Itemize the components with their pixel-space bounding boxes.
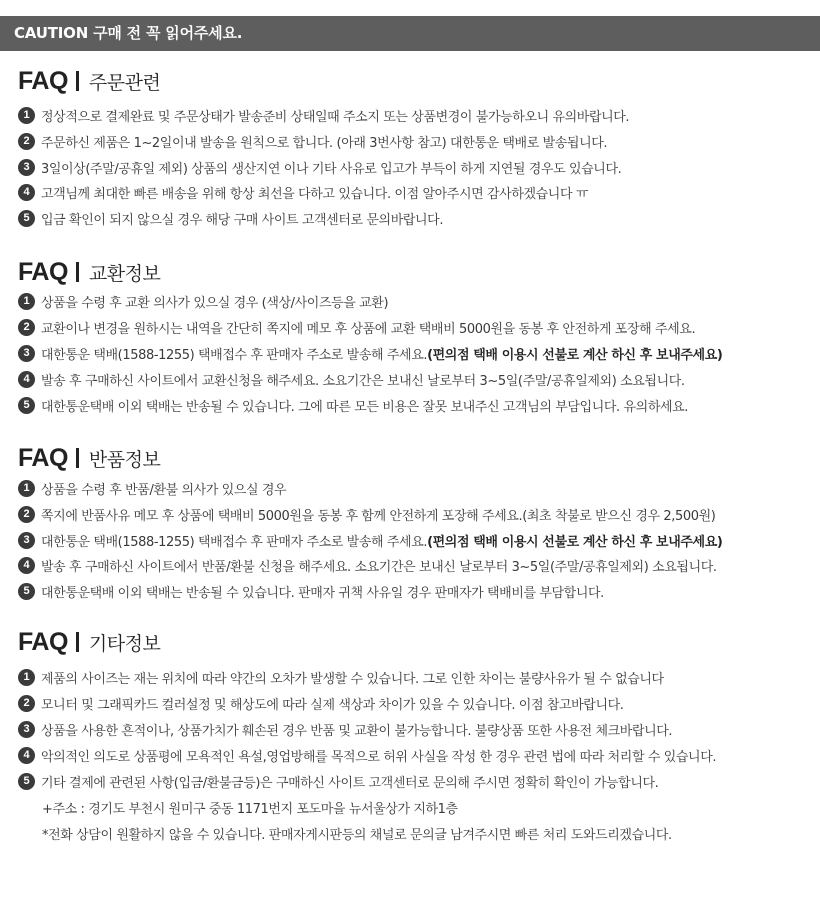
faq-item — [18, 502, 715, 526]
faq-item — [18, 769, 658, 793]
faq-item — [18, 315, 695, 339]
faq-item — [18, 289, 388, 313]
faq-item-text-bold: (편의점 택배 이용시 선불로 계산 하신 후 보내주세요) — [427, 347, 723, 363]
faq-label: FAQ — [18, 443, 68, 472]
number-badge: 3 — [18, 721, 35, 738]
faq-title — [18, 443, 160, 473]
number-badge: 3 — [18, 159, 35, 176]
number-badge: 1 — [18, 480, 35, 497]
faq-item — [18, 129, 607, 153]
faq-item-text-bold: (편의점 택배 이용시 선불로 계산 하신 후 보내주세요) — [427, 534, 723, 550]
faq-item — [18, 367, 685, 391]
faq-item — [18, 665, 664, 689]
number-badge: 1 — [18, 293, 35, 310]
faq-item-text: 상품을 수령 후 반품/환불 의사가 있으실 경우 — [41, 482, 287, 498]
faq-item-text: 정상적으로 결제완료 및 주문상태가 발송준비 상태일때 주소지 또는 상품변경이 불가능하오니 유의바랍니다. — [41, 109, 630, 125]
faq-item — [18, 691, 624, 715]
faq-item-text-main: 대한통운 택배(1588-1255) 택배접수 후 판매자 주소로 발송해 주세요. — [41, 347, 428, 363]
faq-item-text: 고객님께 최대한 빠른 배송을 위해 항상 최선을 다하고 있습니다. 이점 알아주시면 감사하겠습니다 ㅠ — [41, 186, 588, 202]
number-badge: 4 — [18, 184, 35, 201]
number-badge: 2 — [18, 695, 35, 712]
faq-divider — [76, 632, 79, 652]
number-badge: 3 — [18, 345, 35, 362]
faq-item-text: 기타 결제에 관련된 사항(입금/환불금등)은 구매하신 사이트 고객센터로 문의해 주시면 정확히 확인이 가능합니다. — [41, 775, 659, 791]
faq-item — [18, 743, 716, 767]
faq-item-text: 주문하신 제품은 1~2일이내 발송을 원칙으로 합니다. (아래 3번사항 참고) 대한통운 택배로 발송됩니다. — [41, 135, 608, 151]
faq-item — [18, 528, 722, 552]
faq-divider — [76, 448, 79, 468]
faq-item-text: 발송 후 구매하신 사이트에서 교환신청을 해주세요. 소요기간은 보내신 날로부터 3~5일(주말/공휴일제외) 소요됩니다. — [41, 373, 685, 389]
caution-banner: CAUTION 구매 전 꼭 읽어주세요. — [0, 16, 820, 51]
number-badge: 4 — [18, 371, 35, 388]
faq-item-text: 대한통운택배 이외 택배는 반송될 수 있습니다. 그에 따른 모든 비용은 잘못 보내주신 고객님의 부담입니다. 유의하세요. — [41, 399, 689, 415]
faq-item-text: 상품을 수령 후 교환 의사가 있으실 경우 (색상/사이즈등을 교환) — [41, 295, 389, 311]
faq-item — [18, 553, 717, 577]
faq-item-text — [41, 344, 722, 363]
faq-item — [18, 341, 722, 365]
faq-item — [18, 180, 588, 204]
number-badge: 5 — [18, 773, 35, 790]
faq-item-text: 교환이나 변경을 원하시는 내역을 간단히 쪽지에 메모 후 상품에 교환 택배비 5000원을 동봉 후 안전하게 포장해 주세요. — [41, 321, 696, 337]
number-badge: 5 — [18, 583, 35, 600]
faq-item-text — [41, 531, 722, 550]
faq-item — [18, 579, 604, 603]
faq-divider — [76, 262, 79, 282]
faq-title — [18, 627, 160, 657]
number-badge: 4 — [18, 747, 35, 764]
faq-item — [18, 103, 629, 127]
faq-label: FAQ — [18, 257, 68, 286]
faq-item-text: 3일이상(주말/공휴일 제외) 상품의 생산지연 이나 기타 사유로 입고가 부득이 하게 지연될 경우도 있습니다. — [41, 161, 622, 177]
number-badge: 3 — [18, 532, 35, 549]
faq-item-text: 발송 후 구매하신 사이트에서 반품/환불 신청을 해주세요. 소요기간은 보내신 날로부터 3~5일(주말/공휴일제외) 소요됩니다. — [41, 559, 717, 575]
faq-item — [18, 206, 443, 230]
faq-subtitle: 반품정보 — [88, 448, 161, 471]
number-badge: 1 — [18, 669, 35, 686]
faq-subtitle: 교환정보 — [88, 262, 161, 285]
faq-item — [18, 155, 621, 179]
faq-label: FAQ — [18, 66, 68, 95]
faq-item-text: 악의적인 의도로 상품평에 모욕적인 욕설,영업방해를 목적으로 허위 사실을 작성 한 경우 관련 법에 따라 처리할 수 있습니다. — [41, 749, 717, 765]
faq-item-text: 쪽지에 반품사유 메모 후 상품에 택배비 5000원을 동봉 후 함께 안전하게 포장해 주세요.(최초 착불로 받으신 경우 2,500원) — [41, 508, 716, 524]
faq-item-text: 입금 확인이 되지 않으실 경우 해당 구매 사이트 고객센터로 문의바랍니다. — [41, 212, 444, 228]
faq-item-text: 제품의 사이즈는 재는 위치에 따라 약간의 오차가 발생할 수 있습니다. 그로 인한 차이는 불량사유가 될 수 없습니다 — [41, 671, 664, 687]
faq-item-text: 상품을 사용한 흔적이나, 상품가치가 훼손된 경우 반품 및 교환이 불가능합니다. 불량상품 또한 사용전 체크바랍니다. — [41, 723, 673, 739]
faq-item-text-main: 대한통운 택배(1588-1255) 택배접수 후 판매자 주소로 발송해 주세요. — [41, 534, 428, 550]
faq-subtitle: 주문관련 — [88, 71, 161, 94]
faq-item-text: 모니터 및 그래픽카드 컬러설정 및 해상도에 따라 실제 색상과 차이가 있을 수 있습니다. 이점 참고바랍니다. — [41, 697, 624, 713]
number-badge: 1 — [18, 107, 35, 124]
faq-item — [18, 393, 688, 417]
faq-title — [18, 66, 160, 96]
faq-item — [18, 476, 286, 500]
phone-note: *전화 상담이 원활하지 않을 수 있습니다. 판매자게시판등의 채널로 문의글 남겨주시면 빠른 처리 도와드리겠습니다. — [42, 827, 672, 843]
number-badge: 5 — [18, 397, 35, 414]
faq-divider — [76, 71, 79, 91]
address-note: +주소 : 경기도 부천시 원미구 중동 1171번지 포도마을 뉴서울상가 지하1층 — [42, 801, 458, 817]
faq-subtitle: 기타정보 — [88, 632, 161, 655]
faq-item-text: 대한통운택배 이외 택배는 반송될 수 있습니다. 판매자 귀책 사유일 경우 판매자가 택배비를 부담합니다. — [41, 585, 604, 601]
number-badge: 2 — [18, 133, 35, 150]
number-badge: 2 — [18, 506, 35, 523]
faq-title — [18, 257, 160, 287]
faq-item — [18, 717, 672, 741]
number-badge: 4 — [18, 557, 35, 574]
number-badge: 5 — [18, 210, 35, 227]
number-badge: 2 — [18, 319, 35, 336]
faq-label: FAQ — [18, 627, 68, 656]
